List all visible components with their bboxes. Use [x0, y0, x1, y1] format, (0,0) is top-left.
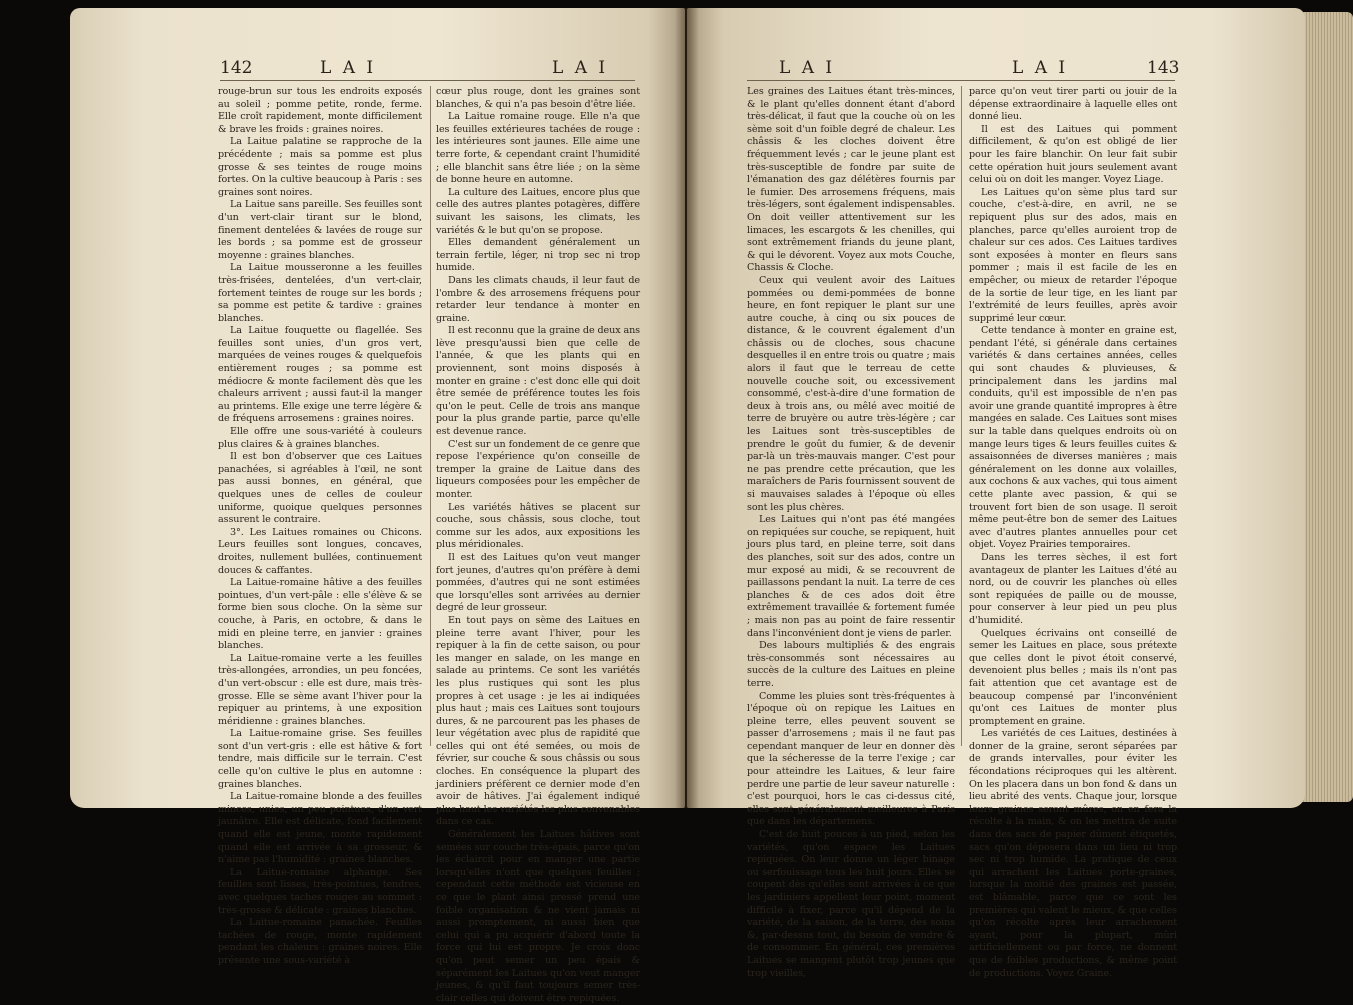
paragraph: Ceux qui veulent avoir des Laitues pommées ou demi-pommées de bonne heure, en font repiquer le plant sur une autre couche, à cinq ou six pouces de distance, & le couvrent également d'un châssis ou de cloches, sous chacune desquelles il en entre trois ou quatre ; mais alors il faut que le terreau de cette nouvelle couche soit, ou excessivement consommé, c'est-à-dire d'une formation de deux à trois ans, ou mêlé avec moitié de terre de bruyère ou autre très-légère ; car les Laitues sont très-susceptibles de prendre le goût du fumier, & de devenir par-là un très-mauvais manger. C'est pour ne pas prendre cette précaution, que les maraîchers de Paris fournissent souvent de si mauvaises salades à l'époque où elles sont les plus chères.: [747, 274, 955, 513]
paragraph: En tout pays on sème des Laitues en pleine terre avant l'hiver, pour les repiquer à la fin de cette saison, ou pour les manger en salade, on les mange en salade au printems. Ce sont les variétés les plus rustiques qui sont les plus propres à cet usage : je les ai indiquées plus haut ; mais ces Laitues sont toujours dures, & ne parcourent pas les phases de leur végétation avec plus de rapidité que celles qui ont été semées, ou mois de février, sur couche & sous châssis ou sous cloches. En conséquence la plupart des jardiniers préfèrent ce dernier mode d'en avoir de hâtives. J'ai également indiqué plus haut les variétés les plus convenables dans ce cas.: [436, 614, 640, 828]
paragraph: cœur plus rouge, dont les graines sont blanches, & qui n'a pas besoin d'être liée.: [436, 86, 640, 110]
paragraph: Il est bon d'observer que ces Laitues panachées, si agréables à l'œil, ne sont pas aussi bonnes, en général, que quelques unes de celles de couleur uniforme, quoique quelques personnes assurent le contraire.: [218, 451, 422, 526]
right-column-2: [969, 86, 1177, 979]
paragraph: Cette tendance à monter en graine est, pendant l'été, si générale dans certaines variétés & dans certaines années, celles qui sont chaudes & pluvieuses, & principalement dans les jardins mal conduits, qu'il est impossible de n'en pas avoir une grande quantité impropres à être mangées en salade. Ces Laitues sont mises sur la table dans quelques endroits où on mange leurs tiges & leurs feuilles cuites & assaisonnées de diverses manières ; mais généralement on les donne aux volailles, aux cochons & aux vaches, qui tous aiment cette plante avec passion, & qui se trouvent fort bien de son usage. Il seroit même peut-être bon de semer des Laitues avec d'autres plantes annuelles pour cet objet. Voyez Prairies temporaires.: [969, 325, 1177, 551]
column-separator-left: [430, 86, 431, 746]
paragraph: Les Laitues qu'on sème plus tard sur couche, c'est-à-dire, en avril, ne se repiquent plus sur des ados, mais en planches, parce qu'elles auroient trop de chaleur sur ces ados. Ces Laitues tardives sont exposées à monter en fleurs sans pommer ; mais il est facile de les en empêcher, ou mieux de retarder l'époque de la sortie de leur tige, en les liant par l'extrémité de leurs feuilles, après avoir supprimé leur cœur.: [969, 186, 1177, 324]
paragraph: Elles demandent généralement un terrain fertile, léger, ni trop sec ni trop humide.: [436, 237, 640, 274]
paragraph: La Laitue sans pareille. Ses feuilles sont d'un vert-clair tirant sur le blond, finement dentelées & lavées de rouge sur les bords ; sa pomme est de grosseur moyenne : graines blanches.: [218, 199, 422, 261]
paragraph: Généralement les Laitues hâtives sont semées sur couche très-épais, parce qu'on les éclaircit pour en manger une partie lorsqu'elles n'ont que quelques feuilles ; cependant cette méthode est vicieuse en ce que le plant ainsi pressé prend une foible organisation & ne vient jamais ni aussi promptement, ni aussi bien que celui qui a pu acquérir d'abord toute la force qui lui est propre. Je crois donc qu'on peut semer un peu épais & séparément les Laitues qu'on veut manger jeunes, & qu'il faut toujours semer très-clair celles qui doivent être repiquées.: [436, 829, 640, 1004]
paragraph: Des labours multipliés & des engrais très-consommés sont nécessaires au succès de la culture des Laitues en pleine terre.: [747, 640, 955, 689]
paragraph: La Laitue palatine se rapproche de la précédente ; mais sa pomme est plus grosse & ses teintes de rouge moins fortes. On la cultive beaucoup à Paris : ses graines sont noires.: [218, 136, 422, 198]
paragraph: Quelques écrivains ont conseillé de semer les Laitues en place, sous prétexte que celles dont le pivot étoit conservé, devenoient plus belles ; mais ils n'ont pas fait attention que cet avantage est de beaucoup compensé par l'inconvénient qu'ont ces Laitues de monter plus promptement en graine.: [969, 627, 1177, 727]
paragraph: Comme les pluies sont très-fréquentes à l'époque où on repique les Laitues en pleine terre, elles peuvent souvent se passer d'arrosemens ; mais il ne faut pas cependant manquer de leur en donner dès que la sécheresse de la terre l'exige ; car pour atteindre les Laitues, & leur faire perdre une partie de leur saveur naturelle : c'est pourquoi, hors le cas ci-dessus cité, elles sont généralement meilleures à Paris que dans les départemens.: [747, 690, 955, 828]
left-page: [70, 8, 685, 1004]
paragraph: Les variétés de ces Laitues, destinées à donner de la graine, seront séparées par de grands intervalles, pour éviter les fécondations réciproques qui les altèrent. On les placera dans un bon fond & dans un lieu abrité des vents. Chaque jour, lorsque leurs graines seront mûres, on en fera la récolte à la main, & on les mettra de suite dans des sacs de papier dûment étiquetés, sacs qu'on déposera dans un lieu ni trop sec ni trop humide. La pratique de ceux qui arrachent les Laitues porte-graines, lorsque la moitié des graines est passée, est blâmable, parce que ce sont les premières qui valent le mieux, & que celles qu'on récolte après leur arrachement ayant, pour la plupart, mûri artificiellement ou par force, ne donnent que de foibles productions, & même point de productions. Voyez Graine.: [969, 728, 1177, 979]
paragraph: La culture des Laitues, encore plus que celle des autres plantes potagères, diffère suivant les saisons, les climats, les variétés & le but qu'on se propose.: [436, 186, 640, 236]
book-gutter: [675, 8, 699, 808]
column-separator-right: [961, 86, 962, 746]
page-edges: [1301, 12, 1353, 802]
paragraph: C'est de huit pouces à un pied, selon les variétés, qu'on espace les Laitues repiquées. On leur donne un léger binage ou serfouissage tous les huit jours. Elles se coupent dès qu'elles sont arrivées à ce que les jardiniers appellent leur point, moment difficile à fixer, parce qu'il dépend de la variété, de la saison, de la terre, des soins &, par-dessus tout, du besoin de vendre & de consommer. En général, ces premières Laitues se mangent plutôt trop jeunes que trop vieilles,: [747, 829, 955, 979]
head-rule-right: [747, 80, 1175, 81]
paragraph: La Laitue mousseronne a les feuilles très-frisées, dentelées, d'un vert-clair, fortement teintes de rouge sur les bords ; sa pomme est petite & tardive : graines blanches.: [218, 262, 422, 324]
paragraph: La Laitue-romaine hâtive a des feuilles pointues, d'un vert-pâle : elle s'élève & se forme bien sous cloche. On la sème sur couche, à Paris, en octobre, & dans le midi en pleine terre, en janvier : graines blanches.: [218, 577, 422, 652]
paragraph: La Laitue-romaine blonde a des feuilles minces, unies, un peu pointues, d'un vert jaunâtre. Elle est délicate, fond facilement quand elle est jeune, monte rapidement quand elle est arrivée à sa grosseur, & n'aime pas l'humidité : graines blanches.: [218, 791, 422, 866]
paragraph: Il est des Laitues qui pomment difficilement, & qu'on est obligé de lier pour les faire blanchir. On leur fait subir cette opération huit jours seulement avant celui où on doit les manger. Voyez Liage.: [969, 123, 1177, 186]
paragraph: La Laitue romaine rouge. Elle n'a que les feuilles extérieures tachées de rouge : les intérieures sont jaunes. Elle aime une terre forte, & cependant craint l'humidité ; elle blanchit sans être liée ; on la sème de bonne heure en automne.: [436, 111, 640, 186]
paragraph: La Laitue fouquette ou flagellée. Ses feuilles sont unies, d'un gros vert, marquées de veines rouges & quelquefois entièrement rouges ; sa pomme est médiocre & monte facilement dès que les chaleurs arrivent ; aussi faut-il la manger au printems. Elle exige une terre légère & de fréquens arrosemens : graines noires.: [218, 325, 422, 425]
head-rule-left: [220, 80, 635, 81]
running-head-right: L A I: [1012, 58, 1069, 78]
paragraph: Les graines des Laitues étant très-minces, & le plant qu'elles donnent étant d'abord très-délicat, il faut que la couche où on les sème soit d'un foible degré de chaleur. Les châssis & les cloches doivent être fréquemment levés ; car le jeune plant est très-susceptible de fondre par suite de l'émanation des gaz délétères fournis par le fumier. Des arrosemens fréquens, mais très-légers, sont également indispensables. On doit veiller attentivement sur les limaces, les escargots & les chenilles, qui sont extrêmement friands du jeune plant, & qui le dévorent. Voyez aux mots Couche, Chassis & Cloche.: [747, 86, 955, 274]
right-page: [687, 8, 1305, 979]
paragraph: Dans les climats chauds, il leur faut de l'ombre & des arrosemens fréquens pour retarder leur tendance à monter en graine.: [436, 274, 640, 324]
right-column-1: [747, 86, 955, 979]
page-number-left: 142: [220, 58, 253, 78]
paragraph: parce qu'on veut tirer parti ou jouir de la dépense extraordinaire à laquelle elles ont donné lieu.: [969, 86, 1177, 123]
paragraph: La Laitue-romaine grise. Ses feuilles sont d'un vert-gris : elle est hâtive & fort tendre, mais difficile sur le terrain. C'est celle qu'on cultive le plus en automne : graines blanches.: [218, 728, 422, 790]
paragraph: La Laitue-romaine panachée. Feuilles tachées de rouge, monte rapidement pendant les chaleurs : graines noires. Elle présente une sous-variété à: [218, 917, 422, 966]
paragraph: 3°. Les Laitues romaines ou Chicons. Leurs feuilles sont longues, concaves, droites, nullement bullées, continuement douces & caffantes.: [218, 526, 422, 576]
left-column-1: [218, 86, 422, 966]
running-head-left: L A I: [320, 58, 377, 78]
paragraph: Il est des Laitues qu'on veut manger fort jeunes, d'autres qu'on préfère à demi pommées, d'autres qui ne sont estimées que lorsqu'elles sont arrivées au dernier degré de leur grosseur.: [436, 551, 640, 614]
left-column-2: [436, 86, 640, 1004]
open-book: [70, 8, 1305, 1004]
paragraph: rouge-brun sur tous les endroits exposés au soleil ; pomme petite, ronde, ferme. Elle croît rapidement, monte difficilement & brave les froids : graines noires.: [218, 86, 422, 135]
paragraph: La Laitue-romaine verte a les feuilles très-allongées, arrondies, un peu foncées, d'un vert-obscur : elle est dure, mais très-grosse. Elle se sème avant l'hiver pour la repiquer au printems, à une exposition méridienne : graines blanches.: [218, 652, 422, 727]
paragraph: Il est reconnu que la graine de deux ans lève presqu'aussi bien que celle de l'année, & que les plants qui en proviennent, sont moins disposés à monter en graine : c'est donc elle qui doit être semée de préférence toutes les fois qu'on le peut. Celle de trois ans manque pour la plus grande partie, parce qu'elle est devenue rance.: [436, 325, 640, 438]
paragraph: C'est sur un fondement de ce genre que repose l'expérience qu'on conseille de tremper la graine de Laitue dans des liqueurs composées pour les empêcher de monter.: [436, 438, 640, 500]
running-head-center-left: L A I: [552, 58, 609, 78]
page-number-right: 143: [1147, 58, 1180, 78]
paragraph: Dans les terres sèches, il est fort avantageux de planter les Laitues d'été au nord, ou de couvrir les planches où elles sont repiquées de paille ou de mousse, pour conserver à leur pied un peu plus d'humidité.: [969, 551, 1177, 626]
paragraph: Les variétés hâtives se placent sur couche, sous châssis, sous cloche, tout comme sur les ados, aux expositions les plus méridionales.: [436, 501, 640, 551]
paragraph: Elle offre une sous-variété à couleurs plus claires & à graines blanches.: [218, 426, 422, 450]
paragraph: Les Laitues qui n'ont pas été mangées on repiquées sur couche, se repiquent, huit jours plus tard, en pleine terre, soit dans des planches, soit sur des ados, contre un mur exposé au midi, & se recouvrent de paillassons pendant la nuit. La terre de ces planches & de ces ados doit être extrêmement travaillée & fortement fumée ; mais non pas au point de faire ressentir dans l'inconvénient dont je viens de parler.: [747, 514, 955, 639]
paragraph: La Laitue-romaine alphange. Ses feuilles sont lisses, très-pointues, tendres, avec quelques taches rouges au sommet : très-grosse & délicate : graines blanches.: [218, 866, 422, 916]
running-head-center-right: L A I: [779, 58, 836, 78]
